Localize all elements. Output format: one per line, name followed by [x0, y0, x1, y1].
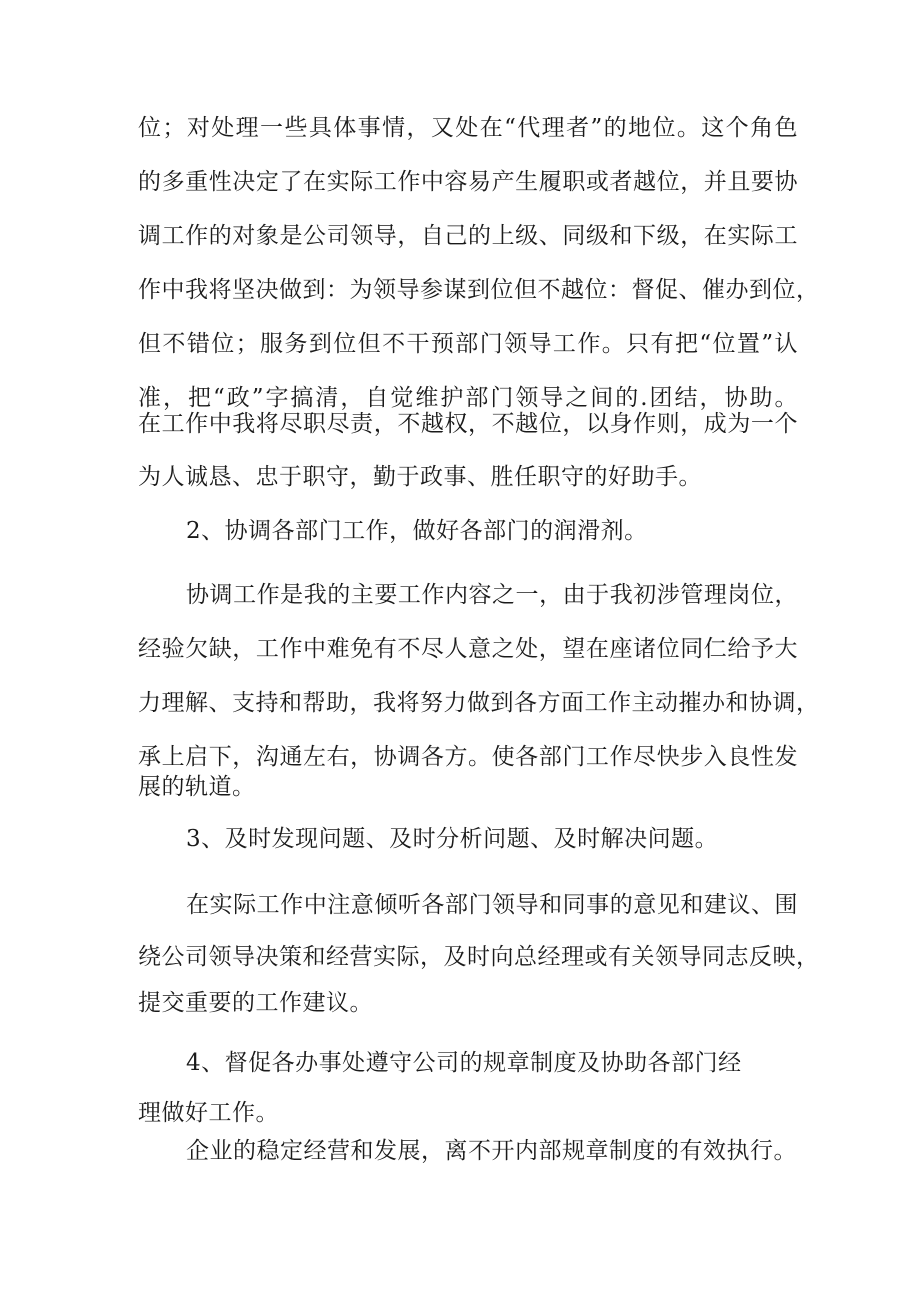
- text-line: 提交重要的工作建议。: [138, 990, 373, 1016]
- section-heading-2: 2、协调各部门工作，做好各部门的润滑剂。: [186, 518, 648, 544]
- text-line: 的多重性决定了在实际工作中容易产生履职或者越位，并且要协: [138, 169, 798, 195]
- section-heading-3: 3、及时发现问题、及时分析问题、及时解决问题。: [186, 826, 719, 852]
- text-line: 为人诚恳、忠于职守，勤于政事、胜任职守的好助手。: [138, 464, 702, 490]
- text-line: 力理解、支持和帮助，我将努力做到各方面工作主动摧办和协调，: [138, 690, 820, 716]
- text-line: 在实际工作中注意倾听各部门领导和同事的意见和建议、围: [186, 892, 798, 918]
- text-line: 位；对处理一些具体事情，又处在“代理者”的地位。这个角色: [138, 115, 798, 141]
- heading-line: 理做好工作。: [138, 1100, 279, 1126]
- text-line: 在工作中我将尽职尽责，不越权，不越位，以身作则，成为一个: [138, 411, 798, 437]
- text-line: 准，把“政”字搞清，自觉维护部门领导之间的.团结，协助。: [138, 385, 798, 411]
- text-line: 协调工作是我的主要工作内容之一，由于我初涉管理岗位，: [186, 582, 798, 608]
- text-line: 企业的稳定经营和发展，离不开内部规章制度的有效执行。: [186, 1138, 797, 1164]
- text-line: 经验欠缺，工作中难免有不尽人意之处，望在座诸位同仁给予大: [138, 636, 798, 662]
- text-line: 作中我将坚决做到：为领导参谋到位但不越位：督促、催办到位，: [138, 277, 820, 303]
- text-line: 展的轨道。: [138, 774, 256, 800]
- text-line: 承上启下，沟通左右，协调各方。使各部门工作尽快步入良性发: [138, 744, 798, 770]
- heading-line: 4、督促各办事处遵守公司的规章制度及协助各部门经: [186, 1050, 742, 1076]
- text-line: 调工作的对象是公司领导，自己的上级、同级和下级，在实际工: [138, 223, 798, 249]
- text-line: 绕公司领导决策和经营实际，及时向总经理或有关领导同志反映，: [138, 944, 820, 970]
- text-line: 但不错位；服务到位但不干预部门领导工作。只有把“位置”认: [138, 331, 798, 357]
